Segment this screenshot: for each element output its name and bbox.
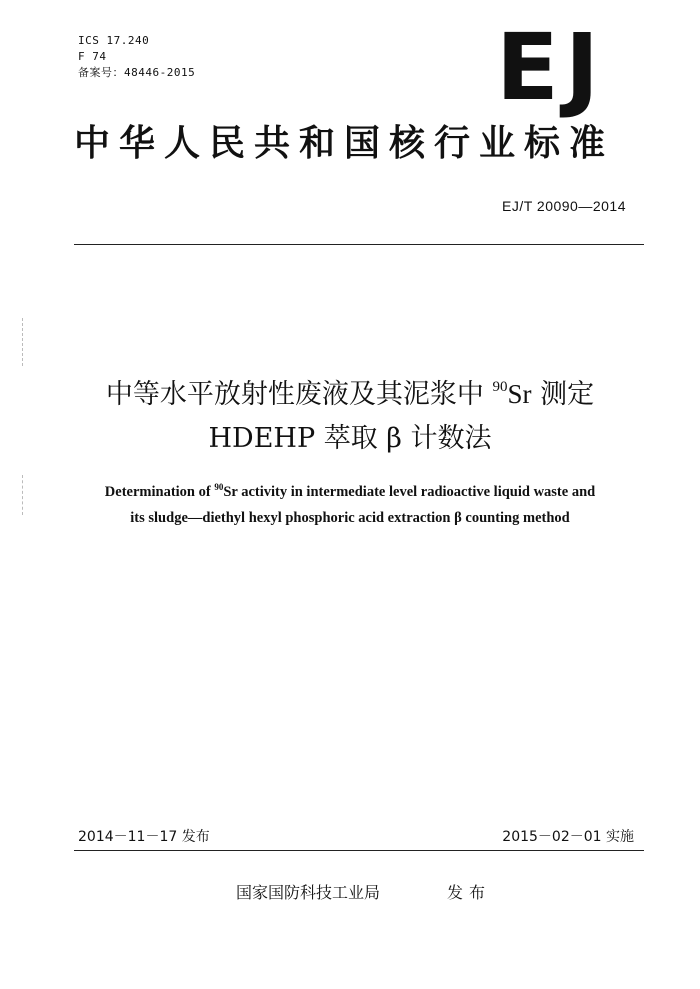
chinese-title-suffix: 测定 bbox=[531, 379, 595, 410]
classification-block bbox=[78, 33, 195, 81]
chinese-title-prefix: 中等水平放射性废液及其泥浆中 bbox=[105, 379, 493, 410]
standard-number: EJ/T 20090—2014 bbox=[502, 198, 626, 214]
element-symbol: Sr bbox=[507, 379, 532, 409]
ccs-code: F 74 bbox=[78, 50, 107, 63]
chinese-title-line-1 bbox=[0, 374, 700, 415]
chinese-title-line-2: HDEHP 萃取 β 计数法 bbox=[208, 423, 492, 454]
issue-label: 发布 bbox=[447, 883, 492, 902]
bottom-divider bbox=[74, 850, 644, 851]
english-title-line-2: its sludge—diethyl hexyl phosphoric acid extraction β counting method bbox=[130, 510, 570, 526]
english-isotope-mass-number: 90 bbox=[214, 482, 224, 492]
english-title-suffix: Sr activity in intermediate level radioactive liquid waste and bbox=[223, 484, 596, 500]
top-divider bbox=[74, 244, 644, 245]
ej-logo: EJ bbox=[496, 14, 606, 121]
english-title-line-1 bbox=[0, 480, 700, 504]
english-title-prefix: Determination of bbox=[104, 484, 215, 500]
filing-number: 备案号：48446-2015 bbox=[78, 66, 196, 79]
issuing-authority: 国家国防科技工业局 bbox=[236, 883, 381, 902]
ics-code: ICS 17.240 bbox=[78, 34, 150, 47]
isotope-mass-number: 90 bbox=[492, 379, 508, 395]
binding-mark bbox=[22, 318, 23, 366]
standard-category-title: 中华人民共和国核行业标准 bbox=[74, 123, 615, 164]
implementation-date: 2015－02－01 实施 bbox=[502, 829, 634, 845]
issue-date: 2014－11－17 发布 bbox=[78, 829, 210, 845]
